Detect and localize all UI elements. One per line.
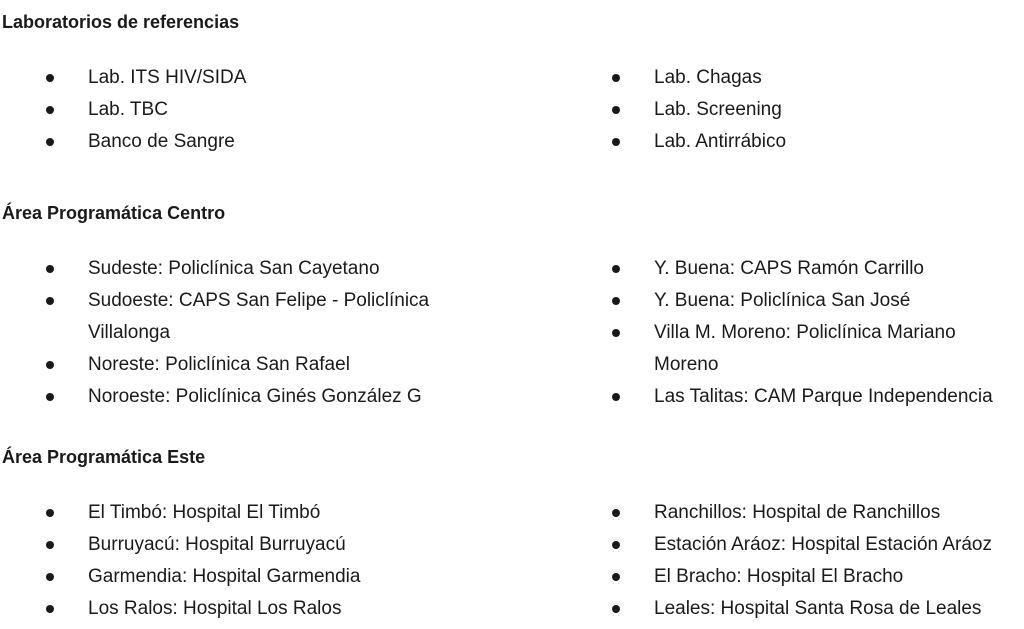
bullet-icon — [46, 605, 54, 613]
bullet-icon — [612, 265, 620, 273]
list-item: Lab. ITS HIV/SIDA — [42, 62, 542, 94]
bullet-icon — [46, 361, 54, 369]
list-item: Lab. Chagas — [608, 62, 1024, 94]
bullet-icon — [612, 541, 620, 549]
bullet-icon — [612, 509, 620, 517]
list-item: Y. Buena: Policlínica San José — [608, 285, 1024, 317]
bullet-icon — [612, 74, 620, 82]
list-item: Noreste: Policlínica San Rafael — [42, 349, 542, 381]
list-item: Sudeste: Policlínica San Cayetano — [42, 253, 542, 285]
section-title: Laboratorios de referencias — [2, 12, 240, 32]
list-item: Lab. Antirrábico — [608, 126, 1024, 158]
list-item: Banco de Sangre — [42, 126, 542, 158]
bullet-icon — [46, 509, 54, 517]
list-item: Burruyacú: Hospital Burruyacú — [42, 529, 542, 561]
list-item: El Timbó: Hospital El Timbó — [42, 497, 542, 529]
list-item: Sudoeste: CAPS San Felipe - Policlínica Villalonga — [42, 285, 542, 349]
bullet-icon — [46, 541, 54, 549]
list-item: Villa M. Moreno: Policlínica Mariano Moreno — [608, 317, 1024, 381]
left-list — [42, 62, 542, 158]
bullet-icon — [612, 297, 620, 305]
list-item: Y. Buena: CAPS Ramón Carrillo — [608, 253, 1024, 285]
bullet-icon — [612, 138, 620, 146]
bullet-icon — [46, 573, 54, 581]
bullet-icon — [46, 393, 54, 401]
bullet-icon — [612, 106, 620, 114]
right-list — [608, 497, 1024, 625]
bullet-icon — [46, 74, 54, 82]
bullet-icon — [46, 265, 54, 273]
bullet-icon — [612, 329, 620, 337]
bullet-icon — [46, 106, 54, 114]
list-item: Los Ralos: Hospital Los Ralos — [42, 593, 542, 625]
list-item: Noroeste: Policlínica Ginés González G — [42, 381, 542, 413]
bullet-icon — [612, 605, 620, 613]
list-item: Estación Aráoz: Hospital Estación Aráoz — [608, 529, 1024, 561]
list-item: Leales: Hospital Santa Rosa de Leales — [608, 593, 1024, 625]
list-item: Las Talitas: CAM Parque Independencia — [608, 381, 1024, 413]
list-item: Lab. TBC — [42, 94, 542, 126]
section-title: Área Programática Este — [2, 447, 206, 467]
bullet-icon — [612, 393, 620, 401]
list-item: El Bracho: Hospital El Bracho — [608, 561, 1024, 593]
list-item: Garmendia: Hospital Garmendia — [42, 561, 542, 593]
left-list — [42, 253, 542, 413]
bullet-icon — [46, 138, 54, 146]
list-item: Ranchillos: Hospital de Ranchillos — [608, 497, 1024, 529]
left-list — [42, 497, 542, 625]
list-item: Lab. Screening — [608, 94, 1024, 126]
bullet-icon — [612, 573, 620, 581]
right-list — [608, 62, 1024, 158]
bullet-icon — [46, 297, 54, 305]
right-list — [608, 253, 1024, 413]
section-title: Área Programática Centro — [2, 203, 226, 223]
